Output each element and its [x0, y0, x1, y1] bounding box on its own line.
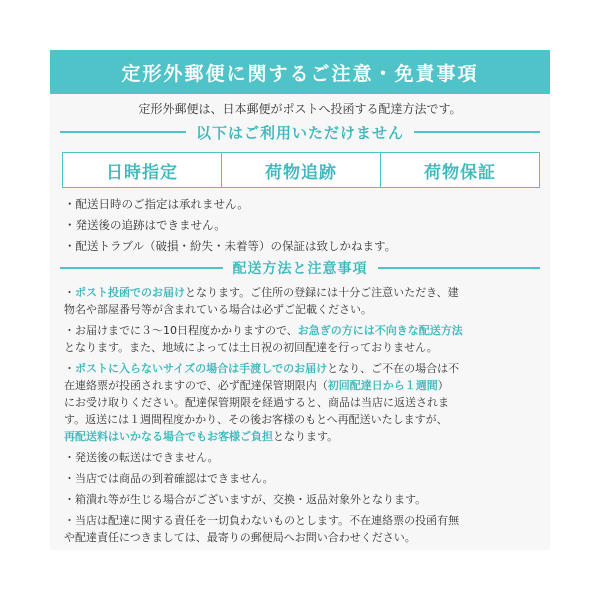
- note-line: [64, 428, 542, 445]
- note-text: ・: [64, 362, 75, 375]
- note-item: [64, 512, 542, 546]
- unavailable-services: [62, 152, 540, 188]
- note-text: となります。ご住所の登録には十分ご注意いただき、建: [185, 286, 459, 299]
- unavailable-heading: [60, 122, 540, 142]
- note-text: となります。: [273, 430, 339, 443]
- note-text: ・: [64, 286, 75, 299]
- note-item: [64, 284, 542, 318]
- note-item: ・発送後の追跡はできません。: [64, 218, 226, 232]
- note-line: [64, 301, 542, 318]
- service-tracking: 荷物追跡: [222, 153, 381, 187]
- note-line: [64, 394, 542, 411]
- note-item: [64, 449, 542, 466]
- note-text: 在連絡票が投函されますので、必ず配達保管期限内（: [64, 379, 328, 392]
- note-line: [64, 512, 542, 529]
- note-text: 物名や部屋番号等が含まれている場合は必ずご記載ください。: [64, 303, 372, 316]
- note-text: ・お届けまでに３〜10日程度かかりますので、: [64, 324, 298, 337]
- heading-rule-left: [60, 131, 186, 133]
- note-line: [64, 529, 542, 546]
- highlight-text: 初回配達日から１週間: [327, 379, 438, 392]
- heading-rule-left: [60, 267, 223, 269]
- note-text: や配達責任につきましては、最寄りの郵便局へお問い合わせください。: [64, 531, 416, 544]
- note-text: ・箱潰れ等が生じる場合がございますが、交換・返品対象外となります。: [64, 493, 427, 506]
- note-text: す。返送には１週間程度かかり、その後お客様のもとへ再配送いたしますが、: [64, 413, 448, 426]
- note-text: ）: [437, 379, 449, 392]
- note-text: となります。また、地域によっては土日祝の初回配達を行っておりません。: [64, 341, 438, 354]
- method-heading-label: 配送方法と注意事項: [232, 261, 368, 277]
- note-item: ・配送トラブル（破損・紛失・未着等）の保証は致しかねます。: [64, 239, 397, 253]
- notice-card: [50, 50, 550, 550]
- note-text: ・当店は配達に関する責任を一切負わないものとします。不在連絡票の投函有無: [64, 514, 460, 527]
- note-item: [64, 470, 542, 487]
- note-line: [64, 360, 542, 377]
- note-line: [64, 449, 542, 466]
- highlight-text: お急ぎの方には不向きな配送方法: [297, 324, 463, 337]
- note-text: にお受け取りください。配達保管期限を経過すると、商品は当店に返送されま: [64, 396, 449, 409]
- note-item: [64, 322, 542, 356]
- note-line: [64, 411, 542, 428]
- note-text: ・発送後の転送はできません。: [64, 451, 219, 464]
- note-text: ・当店では商品の到着確認はできません。: [64, 472, 274, 485]
- note-line: [64, 470, 542, 487]
- unavailable-heading-label: 以下はご利用いただけません: [196, 123, 405, 142]
- heading-rule-right: [414, 131, 540, 133]
- note-line: [64, 491, 542, 508]
- page-title: 定形外郵便に関するご注意・免責事項: [121, 62, 479, 85]
- highlight-text: ポストに入らないサイズの場合は手渡しでのお届け: [75, 362, 328, 375]
- highlight-text: ポスト投函でのお届け: [75, 286, 185, 299]
- service-insurance: 荷物保証: [381, 153, 539, 187]
- note-line: [64, 284, 542, 301]
- intro-text: 定形外郵便は、日本郵便がポストへ投函する配達方法です。: [138, 102, 462, 116]
- note-line: [64, 339, 542, 356]
- heading-rule-right: [378, 267, 541, 269]
- method-heading: [60, 258, 540, 278]
- note-line: [64, 322, 542, 339]
- note-item: ・配送日時のご指定は承れません。: [64, 197, 249, 211]
- note-line: [64, 377, 542, 394]
- note-item: [64, 360, 542, 445]
- service-date-time: 日時指定: [63, 153, 222, 187]
- method-notes: [64, 284, 542, 550]
- note-item: [64, 491, 542, 508]
- title-banner: [50, 50, 550, 94]
- highlight-text: 再配送料はいかなる場合でもお客様ご負担: [64, 430, 273, 443]
- unavailable-notes: [64, 194, 540, 257]
- note-text: となり、ご不在の場合は不: [327, 362, 460, 375]
